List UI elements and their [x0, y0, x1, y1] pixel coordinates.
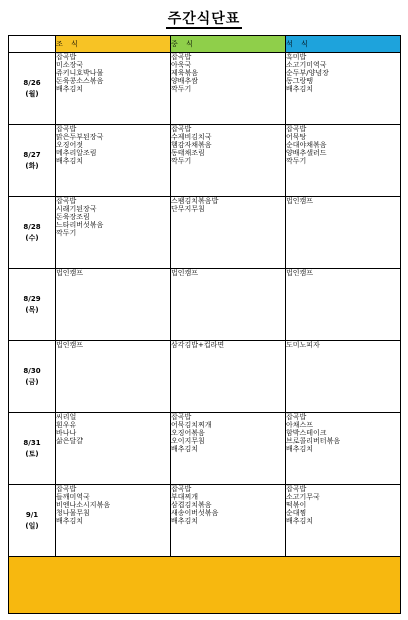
menu-item: 순대야채볶음 — [286, 141, 327, 149]
breakfast-cell — [56, 485, 171, 557]
menu-item: 스팸김치볶음밥 — [171, 197, 219, 205]
menu-item: 어묵탕 — [286, 133, 307, 141]
dinner-cell — [286, 53, 401, 125]
lunch-cell — [171, 53, 286, 125]
menu-item: 떡볶이 — [286, 501, 307, 509]
day-label — [9, 269, 56, 341]
header-row — [9, 36, 401, 53]
menu-item: 깍두기 — [171, 85, 192, 93]
menu-item: 오이지무침 — [171, 437, 205, 445]
menu-item: 동그랑땡 — [286, 77, 314, 85]
day-label — [9, 341, 56, 413]
weekly-menu-table — [8, 35, 401, 614]
dinner-cell — [286, 197, 401, 269]
dinner-cell — [286, 341, 401, 413]
day-date: 8/26 — [23, 78, 41, 87]
day-weekday: (화) — [25, 161, 39, 170]
menu-item: 잡곡밥 — [171, 125, 192, 133]
day-row — [9, 269, 401, 341]
lunch-cell — [171, 197, 286, 269]
lunch-cell — [171, 269, 286, 341]
menu-item: 브로콜리버터볶음 — [286, 437, 341, 445]
menu-item: 메추리알조림 — [56, 149, 97, 157]
menu-item: 햄감자채볶음 — [171, 141, 212, 149]
breakfast-cell — [56, 197, 171, 269]
page-title — [0, 8, 408, 28]
dinner-cell — [286, 125, 401, 197]
menu-item: 새송이버섯볶음 — [171, 509, 219, 517]
menu-item: 동태채조림 — [171, 149, 205, 157]
lunch-cell — [171, 125, 286, 197]
menu-item: 흰우유 — [56, 421, 77, 429]
menu-item: 잡곡밥 — [171, 485, 192, 493]
lunch-cell — [171, 341, 286, 413]
menu-item: 비엔나소시지볶음 — [56, 501, 111, 509]
menu-item: 잡곡밥 — [171, 53, 192, 61]
day-row — [9, 53, 401, 125]
menu-item: 미소장국 — [56, 61, 84, 69]
menu-item: 어묵김치찌개 — [171, 421, 212, 429]
menu-item: 제육볶음 — [171, 69, 199, 77]
menu-item: 배추김치 — [171, 445, 199, 453]
menu-item: 깍두기 — [171, 157, 192, 165]
menu-item: 바나나 — [56, 429, 77, 437]
day-date: 8/28 — [23, 222, 41, 231]
breakfast-cell — [56, 269, 171, 341]
footer-band — [9, 557, 401, 614]
menu-body — [9, 53, 401, 557]
menu-item: 삼각김밥+컵라면 — [171, 341, 225, 349]
menu-item: 함박스테이크 — [286, 429, 327, 437]
menu-item: 법인캠프 — [286, 269, 314, 277]
menu-item: 오징어젓 — [56, 141, 84, 149]
menu-item: 아채스프 — [286, 421, 314, 429]
menu-item: 잡곡밥 — [286, 125, 307, 133]
day-label — [9, 413, 56, 485]
day-row — [9, 341, 401, 413]
lunch-cell — [171, 413, 286, 485]
menu-item: 돈육콩소스볶음 — [56, 77, 104, 85]
menu-item: 소고기무국 — [286, 493, 320, 501]
menu-item: 법인캠프 — [56, 341, 84, 349]
breakfast-cell — [56, 413, 171, 485]
day-weekday: (수) — [25, 233, 39, 242]
header-breakfast: 조 식 — [56, 36, 171, 53]
header-lunch: 중 식 — [171, 36, 286, 53]
day-date: 8/29 — [23, 294, 41, 303]
day-row — [9, 125, 401, 197]
menu-item: 쥬키니호박나물 — [56, 69, 104, 77]
day-weekday: (월) — [25, 89, 39, 98]
breakfast-cell — [56, 125, 171, 197]
day-row — [9, 485, 401, 557]
menu-item: 흑미밥 — [286, 53, 307, 61]
day-weekday: (일) — [25, 521, 39, 530]
dinner-cell — [286, 413, 401, 485]
breakfast-cell — [56, 341, 171, 413]
lunch-cell — [171, 485, 286, 557]
day-weekday: (금) — [25, 377, 39, 386]
day-weekday: (목) — [25, 305, 39, 314]
menu-item: 배추김치 — [56, 157, 84, 165]
day-label — [9, 125, 56, 197]
menu-item: 법인캠프 — [286, 197, 314, 205]
menu-item: 잡곡밥 — [286, 485, 307, 493]
menu-item: 배추김치 — [286, 85, 314, 93]
menu-item: 순두부/양념장 — [286, 69, 329, 77]
menu-item: 법인캠프 — [171, 269, 199, 277]
menu-item: 아욱국 — [171, 61, 192, 69]
dinner-cell — [286, 485, 401, 557]
menu-item: 청나물무침 — [56, 509, 90, 517]
day-label — [9, 197, 56, 269]
menu-item: 깍두기 — [286, 157, 307, 165]
menu-item: 양배추샐러드 — [286, 149, 327, 157]
menu-item: 양배추쌈 — [171, 77, 199, 85]
header-dinner: 석 식 — [286, 36, 401, 53]
menu-item: 배추김치 — [56, 85, 84, 93]
menu-item: 깍두기 — [56, 229, 77, 237]
day-row — [9, 197, 401, 269]
day-label — [9, 485, 56, 557]
menu-item: 씨리얼 — [56, 413, 77, 421]
menu-item: 느타리버섯볶음 — [56, 221, 104, 229]
menu-item: 배추김치 — [171, 517, 199, 525]
menu-item: 오징어볶음 — [171, 429, 205, 437]
day-label — [9, 53, 56, 125]
menu-item: 소고기미역국 — [286, 61, 327, 69]
header-corner — [9, 36, 56, 53]
footer-row — [9, 557, 401, 614]
menu-item: 잡곡밥 — [56, 53, 77, 61]
page-title-text: 주간식단표 — [167, 11, 241, 27]
menu-item: 도미노피자 — [286, 341, 320, 349]
breakfast-cell — [56, 53, 171, 125]
day-date: 8/30 — [23, 366, 41, 375]
day-date: 8/31 — [23, 438, 41, 447]
menu-item: 배추김치 — [56, 517, 84, 525]
day-row — [9, 413, 401, 485]
dinner-cell — [286, 269, 401, 341]
menu-item: 잡곡밥 — [56, 197, 77, 205]
menu-item: 부대찌개 — [171, 493, 199, 501]
menu-item: 삼겹김치볶음 — [171, 501, 212, 509]
menu-item: 잡곡밥 — [56, 485, 77, 493]
menu-item: 법인캠프 — [56, 269, 84, 277]
day-date: 9/1 — [25, 510, 39, 519]
menu-item: 시래기된장국 — [56, 205, 97, 213]
menu-item: 잡곡밥 — [171, 413, 192, 421]
menu-item: 삶은달걀 — [56, 437, 84, 445]
menu-item: 수제비김치국 — [171, 133, 212, 141]
day-weekday: (토) — [25, 449, 39, 458]
menu-item: 잡곡밥 — [286, 413, 307, 421]
menu-item: 배추김치 — [286, 445, 314, 453]
menu-item: 잡곡밥 — [56, 125, 77, 133]
menu-item: 순대찜 — [286, 509, 307, 517]
menu-item: 맑은두부된장국 — [56, 133, 104, 141]
menu-item: 단무지무침 — [171, 205, 205, 213]
menu-item: 돈육장조림 — [56, 213, 90, 221]
day-date: 8/27 — [23, 150, 41, 159]
menu-item: 배추김치 — [286, 517, 314, 525]
menu-item: 들깨미역국 — [56, 493, 90, 501]
